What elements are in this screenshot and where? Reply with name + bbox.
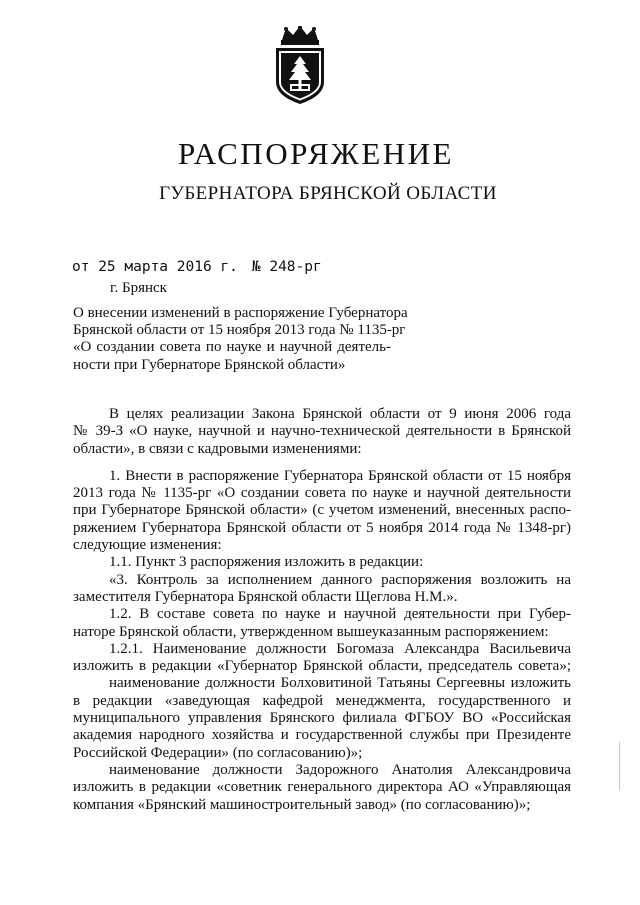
- document-city: г. Брянск: [110, 280, 167, 296]
- document-number: № 248-рг: [251, 259, 322, 275]
- body-line: 1.1. Пункт 3 распоряжения изложить в редакции:: [109, 554, 424, 571]
- body-line: 2013 года № 1135-рг «О создании совета по науке и научной деятельности: [73, 485, 571, 502]
- body-line: муниципального управления Брянского филиала ФГБОУ ВО «Российская: [73, 710, 571, 727]
- subject-line: «О создании совета по науке и научной деятель-: [73, 339, 391, 356]
- body-line: наторе Брянской области, утвержденном вышеуказанным распоряжением:: [73, 623, 549, 640]
- body-line: следующие изменения:: [73, 537, 222, 554]
- document-date: от 25 марта 2016 г.: [72, 259, 238, 275]
- body-line: академия народного хозяйства и государственной службы при Президенте: [73, 727, 571, 744]
- body-line: заместителя Губернатора Брянской области Щеглова Н.М.».: [73, 588, 458, 605]
- document-subtitle: ГУБЕРНАТОРА БРЯНСКОЙ ОБЛАСТИ: [159, 183, 497, 204]
- body-line: наименование должности Задорожного Анатолия Александровича: [109, 761, 571, 778]
- body-line: 1.2.1. Наименование должности Богомаза Александра Васильевича: [109, 640, 571, 657]
- body-line: компания «Брянский машиностроительный завод» (по согласованию)»;: [73, 796, 531, 813]
- subject-line: ности при Губернаторе Брянской области»: [73, 356, 346, 373]
- body-line: В целях реализации Закона Брянской области от 9 июня 2006 года: [109, 406, 571, 422]
- body-line: в редакции «заведующая кафедрой менеджмента, государственного и: [73, 692, 571, 709]
- body-line: изложить в редакции «советник генерального директора АО «Управляющая: [73, 779, 571, 796]
- body-line: «3. Контроль за исполнением данного распоряжения возложить на: [109, 571, 571, 588]
- body-line: области», в связи с кадровыми изменениями:: [73, 440, 362, 457]
- body-line: наименование должности Болховитиной Татьяны Сергеевны изложить: [109, 675, 571, 692]
- subject-line: Брянской области от 15 ноября 2013 года № 1135-рг: [73, 322, 406, 339]
- body-line: Российской Федерации» (по согласованию)»;: [73, 744, 363, 761]
- body-line: при Губернаторе Брянской области» (с учетом изменений, внесенных распо-: [73, 502, 571, 519]
- body-line: № 39-З «О науке, научной и научно-технической деятельности в Брянской: [73, 423, 571, 440]
- body-line: изложить в редакции «Губернатор Брянской области, председатель совета»;: [73, 658, 571, 675]
- document-date-line: [72, 258, 322, 276]
- subject-line: О внесении изменений в распоряжение Губернатора: [73, 305, 408, 321]
- document-subject: [73, 305, 408, 374]
- document-body: [73, 406, 571, 814]
- coat-of-arms-icon: [268, 26, 332, 106]
- body-line: 1. Внести в распоряжение Губернатора Брянской области от 15 ноября: [109, 467, 571, 484]
- scan-margin-mark: [619, 742, 620, 790]
- body-line: 1.2. В составе совета по науке и научной деятельности при Губер-: [109, 606, 571, 623]
- body-line: ряжением Губернатора Брянской области от 5 ноября 2014 года № 1348-рг): [73, 519, 571, 536]
- document-title: РАСПОРЯЖЕНИЕ: [178, 136, 454, 171]
